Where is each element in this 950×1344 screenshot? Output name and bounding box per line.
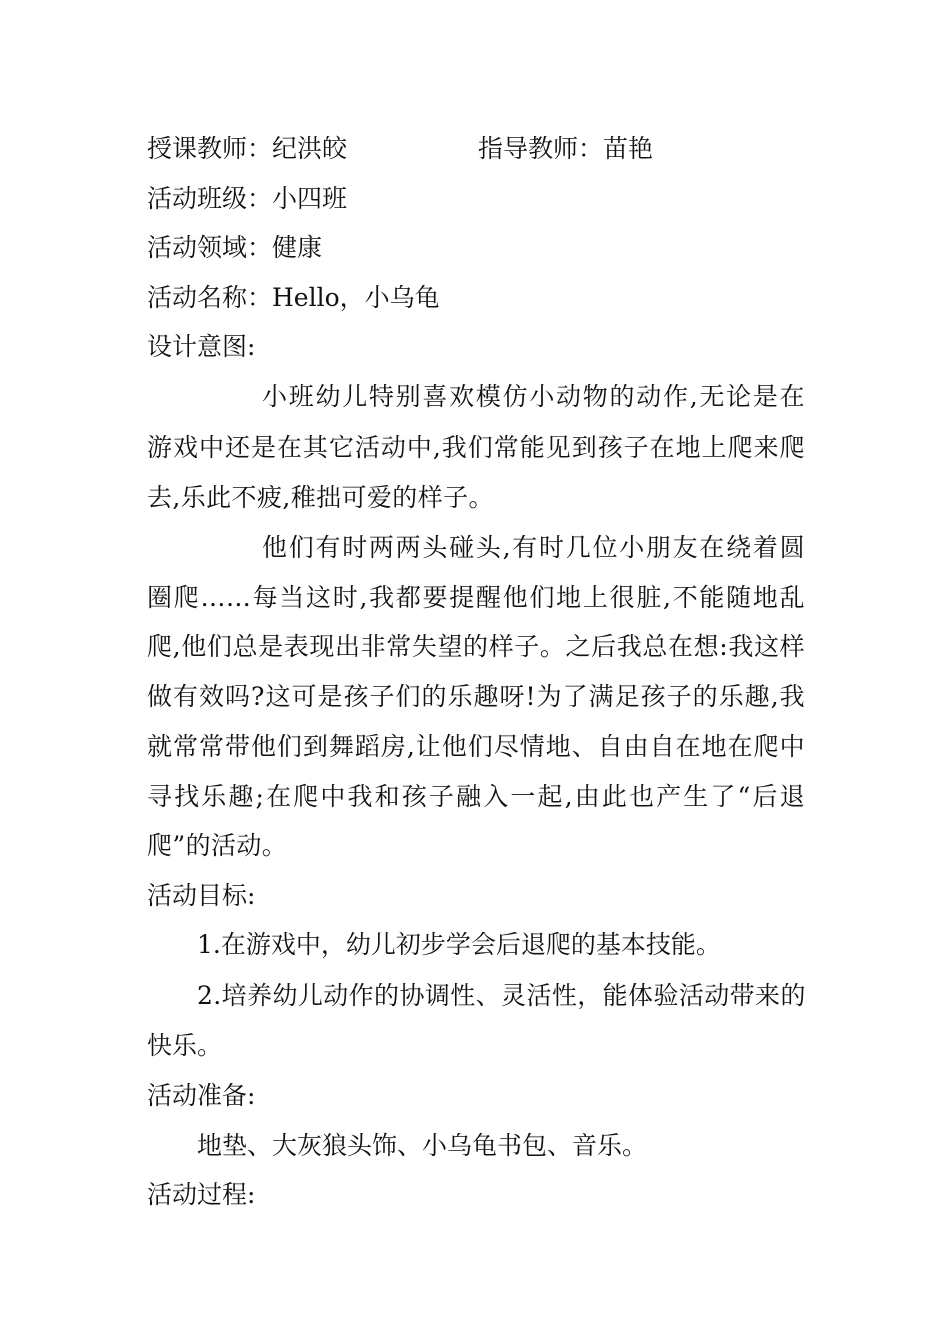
goal-item-2: 2.培养幼儿动作的协调性、灵活性，能体验活动带来的 bbox=[197, 981, 806, 1010]
design-p1-line: 游戏中还是在其它活动中,我们常能见到孩子在地上爬来爬 bbox=[147, 433, 805, 462]
design-p2-line: 爬,他们总是表现出非常失望的样子。之后我总在想:我这样 bbox=[147, 632, 805, 661]
advisor-cell bbox=[478, 134, 653, 164]
goals-heading: 活动目标: bbox=[147, 881, 256, 910]
goal-item-1: 1.在游戏中，幼儿初步学会后退爬的基本技能。 bbox=[197, 930, 721, 959]
activity-name-line: 活动名称：Hello，小乌龟 bbox=[147, 283, 440, 312]
design-p2-line: 就常常带他们到舞蹈房,让他们尽情地、自由自在地在爬中 bbox=[147, 732, 805, 761]
design-p2-line: 圈爬……每当这时,我都要提醒他们地上很脏,不能随地乱 bbox=[147, 583, 805, 612]
prep-heading: 活动准备: bbox=[147, 1081, 256, 1110]
class-line: 活动班级：小四班 bbox=[147, 184, 348, 213]
header-row-teachers bbox=[147, 134, 347, 164]
design-p2-line: 爬”的活动。 bbox=[147, 831, 288, 860]
design-p1-line: 去,乐此不疲,稚拙可爱的样子。 bbox=[147, 483, 494, 512]
design-heading: 设计意图: bbox=[147, 332, 256, 361]
teacher-label: 授课教师：纪洪皎 bbox=[147, 134, 348, 163]
design-p2-line: 他们有时两两头碰头,有时几位小朋友在绕着圆 bbox=[262, 533, 805, 562]
design-p1-line: 小班幼儿特别喜欢模仿小动物的动作,无论是在 bbox=[262, 382, 805, 411]
prep-items: 地垫、大灰狼头饰、小乌龟书包、音乐。 bbox=[197, 1131, 648, 1160]
goal-item-2-cont: 快乐。 bbox=[147, 1031, 223, 1060]
advisor-label: 指导教师：苗艳 bbox=[478, 134, 654, 163]
process-heading: 活动过程: bbox=[147, 1180, 256, 1209]
design-p2-line: 寻找乐趣;在爬中我和孩子融入一起,由此也产生了“后退 bbox=[147, 782, 805, 811]
domain-line: 活动领域：健康 bbox=[147, 233, 323, 262]
design-p2-line: 做有效吗?这可是孩子们的乐趣呀!为了满足孩子的乐趣,我 bbox=[147, 682, 805, 711]
